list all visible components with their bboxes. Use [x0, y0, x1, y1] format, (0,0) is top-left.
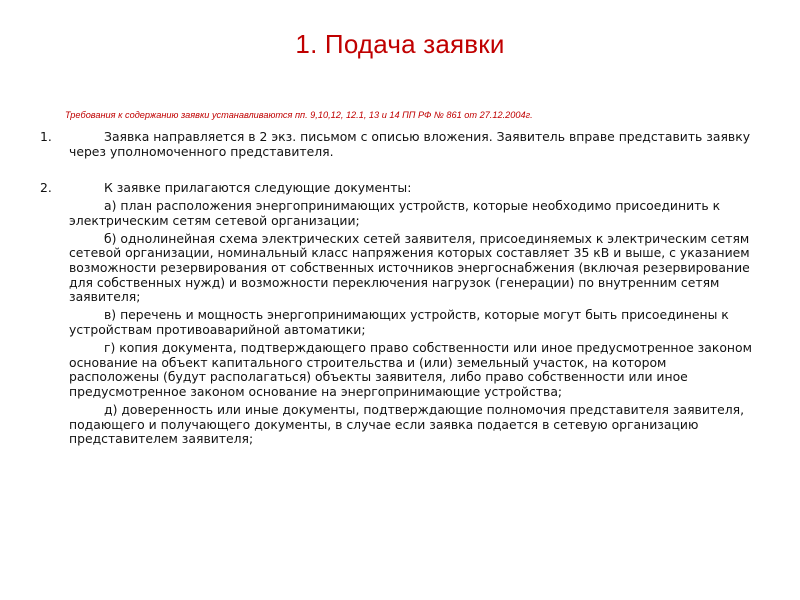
page-title: 1. Подача заявки	[295, 29, 505, 59]
attached-documents-list	[69, 199, 759, 450]
sub-item-d: г) копия документа, подтверждающего право собственности или иное предусмотренное законом основание на объект капитального строительства и (или) земельный участок, на котором расположены (будут располагаться) объекты заявителя, либо право собственности или иное предусмотренное законом основание на энергопринимающие устройства;	[69, 340, 752, 399]
list-item-number: 2.	[40, 180, 52, 195]
sub-item-b: б) однолинейная схема электрических сетей заявителя, присоединяемых к электрическим сетям сетевой организации, номинальный класс напряжения которых составляет 35 кВ и выше, с указанием возможности резервирования от собственных источников энергоснабжения (включая резервирование для собственных нужд) и возможности переключения нагрузок (генерации) по внутренним сетям заявителя;	[69, 230, 750, 305]
sub-item-e: д) доверенность или иные документы, подтверждающие полномочия представителя заявителя, подающего и получающего документы, в случае если заявка подается в сетевую организацию представителем заявителя;	[69, 402, 745, 447]
list-item-text: Заявка направляется в 2 экз. письмом с описью вложения. Заявитель вправе представить заявку через уполномоченного представителя.	[69, 129, 751, 159]
list-item-text: К заявке прилагаются следующие документы:	[104, 180, 412, 195]
sub-item-a: а) план расположения энергопринимающих устройств, которые необходимо присоединить к электрическим сетям сетевой организации;	[69, 198, 721, 228]
requirements-note: Требования к содержанию заявки устанавливаются пп. 9,10,12, 12.1, 13 и 14 ПП РФ № 861 от 27.12.2004г.	[65, 110, 533, 120]
list-item-number: 1.	[40, 129, 52, 144]
sub-item-c: в) перечень и мощность энергопринимающих устройств, которые могут быть присоединены к устройствам противоаварийной автоматики;	[69, 307, 729, 337]
